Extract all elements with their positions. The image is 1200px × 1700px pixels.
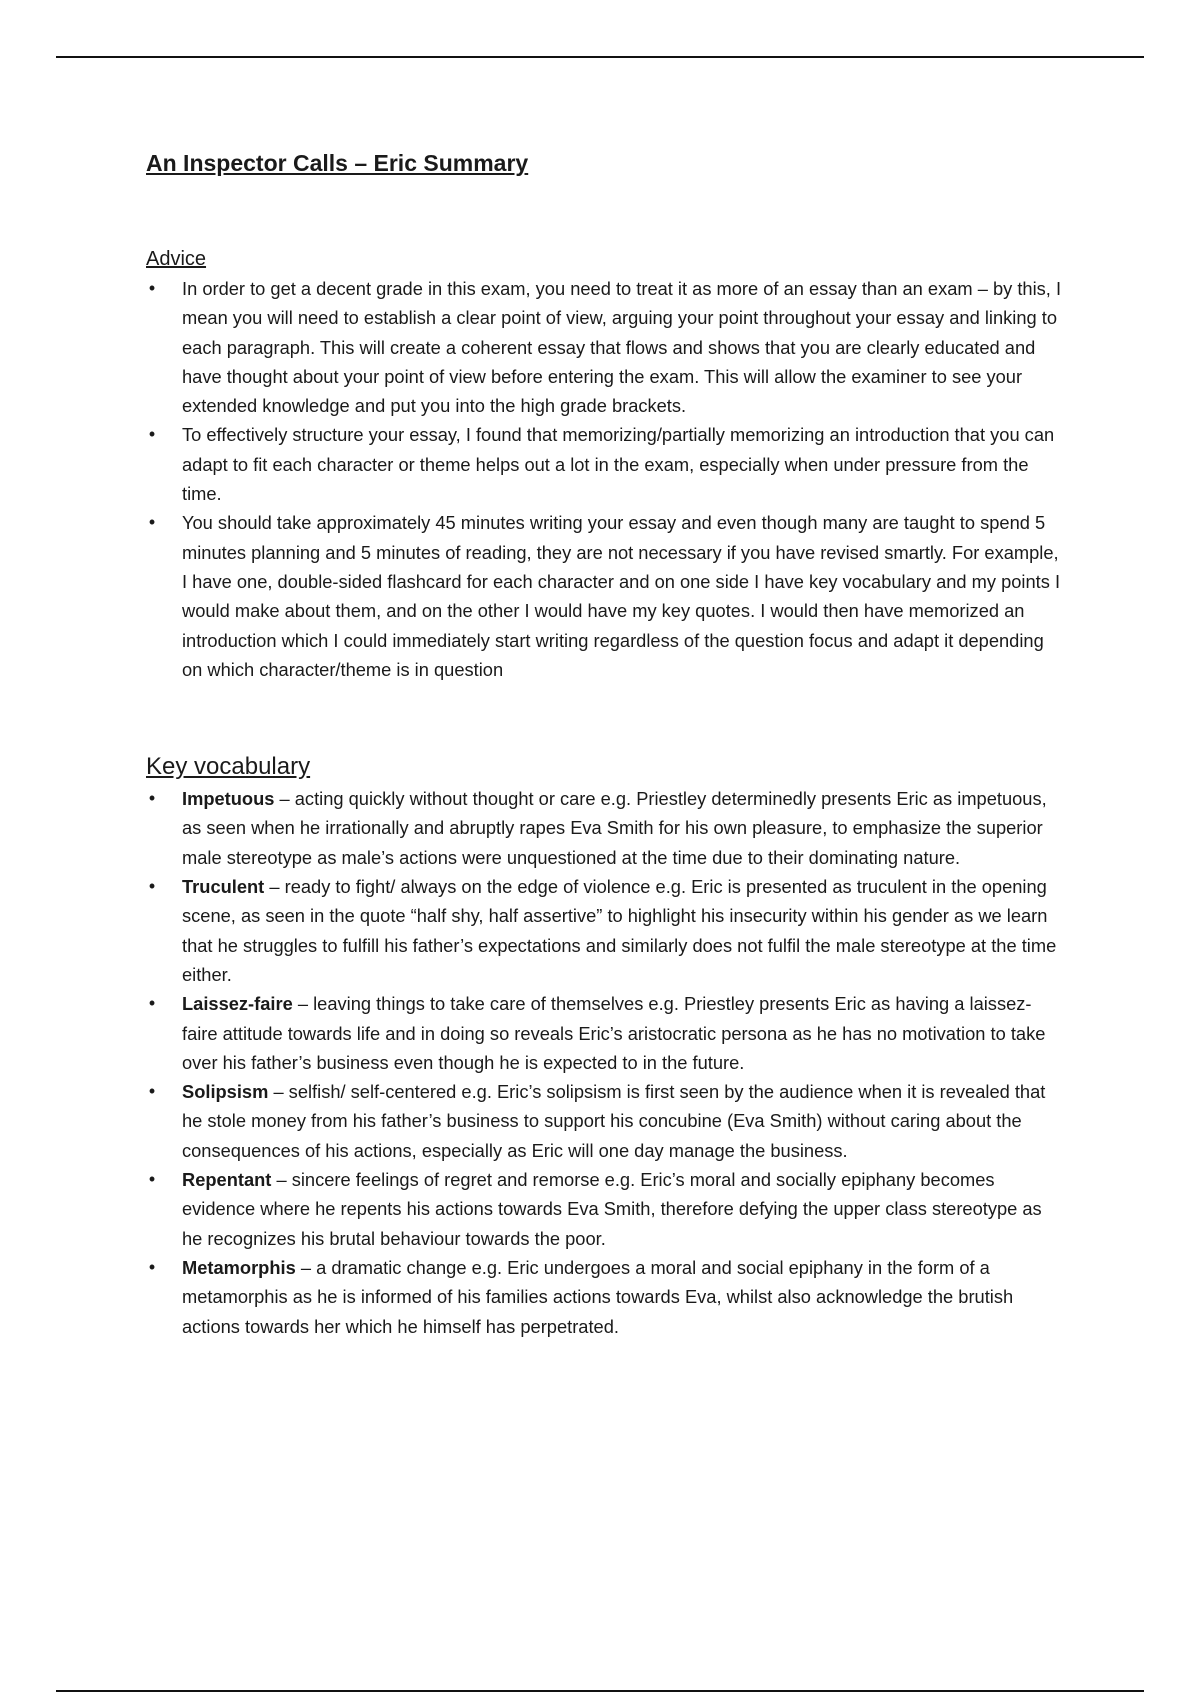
- vocabulary-term: Repentant: [182, 1169, 272, 1191]
- bullet-icon: •: [148, 788, 156, 809]
- vocabulary-term: Solipsism: [182, 1081, 269, 1103]
- vocabulary-item: [146, 1077, 1066, 1165]
- advice-item: [146, 420, 1066, 508]
- vocabulary-definition: – selfish/ self-centered e.g. Eric’s solipsism is first seen by the audience when it is revealed that he stole money from his father’s business to support his concubine (Eva Smith) without caring about the consequences of his actions, especially as Eric will one day manage the business.: [182, 1081, 1046, 1161]
- bullet-icon: •: [148, 512, 156, 533]
- vocabulary-definition: – ready to fight/ always on the edge of violence e.g. Eric is presented as truculent in the opening scene, as seen in the quote “half shy, half assertive” to highlight his insecurity within his gender as we learn that he struggles to fulfill his father’s expectations and similarly does not fulfil the male stereotype at the time either.: [182, 876, 1057, 985]
- bottom-page-rule: [56, 1690, 1144, 1692]
- vocabulary-item: [146, 989, 1066, 1077]
- bullet-icon: •: [148, 1081, 156, 1102]
- vocabulary-list: [146, 784, 1066, 1341]
- vocabulary-definition: – acting quickly without thought or care e.g. Priestley determinedly presents Eric as impetuous, as seen when he irrationally and abruptly rapes Eva Smith for his own pleasure, to emphasize the superior male stereotype as male’s actions were unquestioned at the time due to their dominating nature.: [182, 788, 1047, 868]
- advice-item-text: You should take approximately 45 minutes writing your essay and even though many are taught to spend 5 minutes planning and 5 minutes of reading, they are not necessary if you have revised smartly. For example, I have one, double-sided flashcard for each character and on one side I have key vocabulary and my points I would make about them, and on the other I would have my key quotes. I would then have memorized an introduction which I could immediately start writing regardless of the question focus and adapt it depending on which character/theme is in question: [182, 512, 1061, 680]
- document-body: [146, 146, 1066, 1341]
- vocabulary-definition: – sincere feelings of regret and remorse e.g. Eric’s moral and socially epiphany becomes evidence where he repents his actions towards Eva Smith, therefore defying the upper class stereotype as he recognizes his brutal behaviour towards the poor.: [182, 1169, 1042, 1249]
- bullet-icon: •: [148, 278, 156, 298]
- vocabulary-item: [146, 784, 1066, 872]
- advice-item-text: To effectively structure your essay, I found that memorizing/partially memorizing an introduction that you can adapt to fit each character or theme helps out a lot in the exam, especially when under pressure from the time.: [182, 424, 1055, 505]
- vocabulary-item: [146, 1253, 1066, 1341]
- advice-heading: Advice: [146, 248, 207, 270]
- vocabulary-term: Impetuous: [182, 788, 275, 810]
- bullet-icon: •: [148, 424, 156, 445]
- vocabulary-item: [146, 872, 1066, 989]
- bullet-icon: •: [148, 1169, 156, 1190]
- bullet-icon: •: [148, 993, 156, 1014]
- bullet-icon: •: [148, 1256, 156, 1277]
- top-page-rule: [56, 56, 1144, 58]
- vocabulary-item: [146, 1165, 1066, 1253]
- advice-item: [146, 508, 1066, 684]
- bullet-icon: •: [148, 876, 156, 897]
- advice-list: [146, 274, 1066, 684]
- vocabulary-definition: – leaving things to take care of themselves e.g. Priestley presents Eric as having a laissez-faire attitude towards life and in doing so reveals Eric’s aristocratic persona as he has no motivation to take over his father’s business even though he is expected to in the future.: [182, 993, 1046, 1073]
- vocabulary-term: Metamorphis: [182, 1256, 296, 1278]
- key-vocabulary-heading: Key vocabulary: [146, 753, 311, 781]
- advice-item: [146, 274, 1066, 420]
- vocabulary-definition: – a dramatic change e.g. Eric undergoes a moral and social epiphany in the form of a metamorphis as he is informed of his families actions towards Eva, whilst also acknowledge the brutish actions towards her which he himself has perpetrated.: [182, 1256, 1014, 1337]
- vocabulary-term: Laissez-faire: [182, 993, 293, 1015]
- document-title: An Inspector Calls – Eric Summary: [146, 150, 529, 176]
- vocabulary-term: Truculent: [182, 876, 265, 898]
- advice-item-text: In order to get a decent grade in this exam, you need to treat it as more of an essay than an exam – by this, I mean you will need to establish a clear point of view, arguing your point throughout your essay and linking to each paragraph. This will create a coherent essay that flows and shows that you are clearly educated and have thought about your point of view before entering the exam. This will allow the examiner to see your extended knowledge and put you into the high grade brackets.: [182, 278, 1062, 417]
